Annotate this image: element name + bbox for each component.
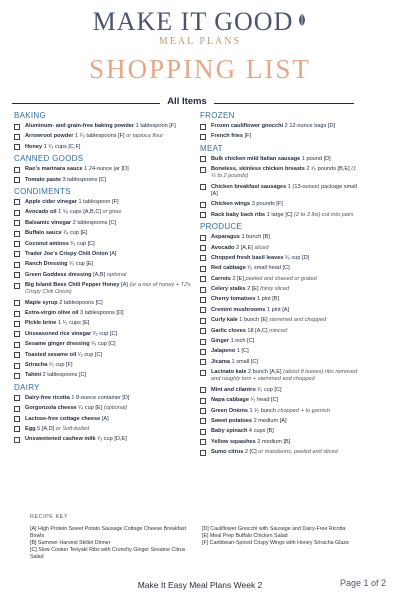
item-checkbox[interactable] — [200, 184, 206, 190]
item-quantity: 1 small [C] — [229, 358, 258, 365]
item-note: peeled and shaved or grated — [243, 275, 317, 282]
list-item — [200, 212, 360, 219]
item-name: Baby spinach — [211, 428, 248, 435]
item-name: Sesame ginger dressing — [25, 341, 90, 348]
right-column — [200, 108, 360, 460]
item-name: Tomato paste — [25, 176, 61, 183]
item-quantity: 18 [A,C] — [245, 327, 268, 334]
list-item — [200, 184, 360, 198]
item-name: Egg — [25, 425, 36, 432]
item-quantity: 2 medium [B] — [255, 438, 291, 445]
item-name: Tahini — [25, 372, 42, 379]
item-checkbox[interactable] — [200, 339, 206, 345]
item-quantity: 2 12-ounce bags [D] — [283, 123, 336, 129]
item-checkbox[interactable] — [200, 167, 206, 173]
section-heading: PRODUCE — [200, 222, 243, 232]
item-quantity: 2 medium [A] — [252, 417, 287, 424]
item-quantity: 2 tablespoons [C] — [41, 372, 87, 379]
list-item — [200, 296, 360, 303]
item-note: optional — [105, 271, 127, 278]
item-name: Red cabbage — [211, 265, 246, 272]
recipe-key-entry: [D] Cauliflower Gnocchi with Sausage and Dairy-Free Ricotta — [202, 526, 346, 532]
list-item — [14, 405, 194, 412]
item-quantity: 1 tablespoon [F] — [134, 123, 176, 129]
item-checkbox[interactable] — [14, 300, 20, 306]
item-quantity: ¹⁄₄ cup [E] — [61, 230, 88, 237]
recipe-key — [30, 514, 370, 566]
item-name: Apple cider vinegar — [25, 198, 77, 205]
item-checkbox[interactable] — [200, 156, 206, 162]
item-checkbox[interactable] — [200, 287, 206, 293]
item-quantity: 1 bunch [B] — [239, 234, 270, 241]
item-quantity: 1 pound [D] — [300, 155, 331, 162]
left-column — [14, 108, 194, 447]
item-quantity: 1 8-ounce container [D] — [69, 394, 130, 401]
item-checkbox[interactable] — [14, 124, 20, 130]
item-quantity: 2 [C] — [243, 449, 257, 456]
all-items-label: All Items — [167, 96, 207, 107]
item-checkbox[interactable] — [200, 439, 206, 445]
recipe-key-column-a — [30, 526, 190, 561]
item-quantity: [F] — [243, 133, 252, 140]
list-item — [14, 209, 194, 216]
item-checkbox[interactable] — [200, 134, 206, 140]
item-quantity: ¹⁄₄ cup [E] — [76, 405, 103, 412]
item-note: (about 8 leaves) ribs removed and roughly torn + stemmed and chopped — [211, 369, 358, 383]
list-item — [200, 286, 360, 293]
item-quantity: ¹⁄₂ head [C] — [248, 397, 279, 404]
item-quantity: [A] — [119, 282, 128, 289]
list-item — [14, 310, 194, 317]
list-item — [200, 418, 360, 425]
item-name: Garlic cloves — [211, 327, 246, 334]
item-checkbox[interactable] — [14, 426, 20, 432]
item-quantity: ¹⁄₂ cup [C] — [91, 330, 118, 337]
item-checkbox[interactable] — [14, 373, 20, 379]
item-checkbox[interactable] — [200, 318, 206, 324]
item-name: Boneless, skinless chicken breasts — [211, 166, 305, 173]
item-quantity: 1 ¹⁄₃ cups [C,F] — [42, 143, 81, 150]
item-checkbox[interactable] — [14, 144, 20, 150]
recipe-key-entry: [A] High Protein Sweet Potato Sausage Cottage Cheese Breakfast Bowls — [30, 526, 187, 539]
leaf-icon — [297, 13, 307, 27]
item-name: Ginger — [211, 338, 230, 345]
item-quantity: 2 tablespoons [C] — [57, 299, 103, 306]
item-name: Buffalo sauce — [25, 230, 62, 237]
item-note: (1 ½ to 2 pounds) — [211, 166, 357, 180]
item-name: Arrowroot powder — [25, 133, 74, 140]
item-checkbox[interactable] — [200, 307, 206, 313]
list-item — [14, 331, 194, 338]
list-item — [14, 395, 194, 402]
item-checkbox[interactable] — [14, 241, 20, 247]
item-checkbox[interactable] — [200, 450, 206, 456]
item-quantity: ¹⁄₃ cup [D,E] — [95, 436, 127, 443]
item-checkbox[interactable] — [14, 199, 20, 205]
item-note: sliced — [252, 244, 269, 251]
item-name: Maple syrup — [25, 299, 58, 306]
list-item — [200, 276, 360, 283]
list-item — [200, 166, 360, 180]
item-checkbox[interactable] — [14, 177, 20, 183]
item-note: (or a mix of honey + TJ's Crispy Chili Onion) — [25, 282, 191, 296]
list-item — [14, 230, 194, 237]
list-item — [14, 199, 194, 206]
recipe-key-entry: [F] Caribbean-Spiced Crispy Wings with Honey Sriracha Glaze — [202, 540, 349, 546]
list-item — [14, 241, 194, 248]
item-checkbox[interactable] — [200, 429, 206, 435]
item-name: Jicama — [211, 358, 230, 365]
item-quantity: 1 ¹⁄₂ cups [E] — [56, 320, 90, 327]
item-name: Bulk chicken mild Italian sausage — [211, 155, 301, 162]
item-quantity: [A,B] — [91, 271, 106, 278]
item-quantity: 1 [C] — [235, 348, 249, 355]
item-name: Honey — [25, 143, 43, 150]
item-checkbox[interactable] — [200, 245, 206, 251]
item-checkbox[interactable] — [14, 416, 20, 422]
item-quantity: ¹⁄₃ cup [C] — [76, 351, 103, 358]
item-note: or Soft-boiled — [54, 425, 90, 432]
list-item — [14, 426, 194, 433]
list-item — [14, 272, 194, 279]
item-name: Lactose-free cottage cheese — [25, 415, 101, 422]
list-item — [200, 387, 360, 394]
section-heading: MEAT — [200, 143, 223, 153]
item-name: Cherry tomatoes — [211, 296, 256, 303]
list-item — [200, 307, 360, 314]
list-item — [200, 408, 360, 415]
item-quantity: 1 large [C] — [265, 211, 293, 218]
item-quantity: 1 bunch [E] — [237, 317, 268, 324]
item-checkbox[interactable] — [14, 395, 20, 401]
item-name: Carrots — [211, 275, 231, 282]
item-checkbox[interactable] — [14, 363, 20, 369]
item-quantity: 1 pint [A] — [265, 306, 290, 313]
list-item — [200, 348, 360, 355]
list-item — [200, 201, 360, 208]
item-checkbox[interactable] — [14, 342, 20, 348]
item-quantity: 1 (13-ounce) package small [A] — [211, 183, 357, 197]
list-item — [200, 428, 360, 435]
item-name: Gorgonzola cheese — [25, 405, 77, 412]
item-name: Unseasoned rice vinegar — [25, 330, 92, 337]
item-checkbox[interactable] — [14, 437, 20, 443]
item-quantity: 2 tablespoons [C] — [71, 219, 117, 226]
list-item — [200, 255, 360, 262]
item-name: Chicken breakfast sausages — [211, 183, 287, 190]
item-note: (optional) — [102, 405, 128, 412]
item-quantity: 4 cups [B] — [247, 428, 274, 435]
item-name: Green Goddess dressing — [25, 271, 92, 278]
footer-title: Make It Easy Meal Plans Week 2 — [137, 580, 263, 590]
divider-line-right — [214, 103, 354, 104]
item-name: Balsamic vinegar — [25, 219, 72, 226]
item-name: Asparagus — [211, 234, 240, 241]
list-item — [14, 320, 194, 327]
item-checkbox[interactable] — [14, 210, 20, 216]
item-note: or ghee — [100, 209, 122, 216]
list-item — [14, 133, 194, 140]
list-item — [14, 261, 194, 268]
item-quantity: 3 pounds [F] — [250, 201, 283, 208]
item-name: Big Island Bees Chili Pepper Honey — [25, 282, 120, 289]
list-item — [14, 362, 194, 369]
item-checkbox[interactable] — [200, 255, 206, 261]
item-name: Lacinato kale — [211, 369, 247, 376]
item-quantity: 2 [E] — [245, 286, 259, 293]
item-name: Green Onions — [211, 407, 248, 414]
item-note: or mandarins, peeled and sliced — [256, 449, 338, 456]
item-quantity: 1 pint [B] — [255, 296, 280, 303]
item-checkbox[interactable] — [14, 231, 20, 237]
brand-subtitle: MEAL PLANS — [158, 36, 242, 47]
item-name: Avocado — [211, 244, 235, 251]
item-quantity: 1 ⁵⁄₈ cups [A,B,C] — [56, 209, 101, 216]
item-quantity: ²⁄₃ cup [C] — [68, 240, 95, 247]
item-quantity: [A] — [108, 250, 117, 257]
list-item — [14, 144, 194, 151]
item-checkbox[interactable] — [200, 297, 206, 303]
list-item — [14, 123, 194, 130]
item-name: Frozen cauliflower gnocchi — [211, 123, 284, 129]
item-checkbox[interactable] — [200, 370, 206, 376]
item-quantity: 2 [E] — [230, 275, 244, 282]
item-checkbox[interactable] — [200, 408, 206, 414]
item-name: Ranch Dressing — [25, 261, 68, 268]
list-item — [200, 328, 360, 335]
item-name: Trader Joe's Crispy Chili Onion — [25, 250, 109, 257]
item-name: Rack baby back ribs — [211, 211, 266, 218]
item-note: stemmed and chopped — [267, 317, 327, 324]
item-name: Curly kale — [211, 317, 238, 324]
item-quantity: ¹⁄₂ cup [C] — [255, 386, 282, 393]
item-checkbox[interactable] — [14, 167, 20, 173]
list-item — [200, 397, 360, 404]
item-quantity: 2 bunch [A,E] — [246, 369, 282, 376]
recipe-key-title: RECIPE KEY — [30, 514, 69, 520]
list-item — [14, 251, 194, 258]
item-name: Sumo citrus — [211, 449, 244, 456]
item-quantity: ¹⁄₃ cup [E] — [67, 261, 94, 268]
list-item — [200, 265, 360, 272]
item-name: Yellow squashes — [211, 438, 256, 445]
item-checkbox[interactable] — [200, 124, 206, 130]
item-name: Chicken wings — [211, 201, 251, 208]
item-name: Avocado oil — [25, 209, 57, 216]
list-item — [14, 436, 194, 443]
item-name: Mint and cilantro — [211, 386, 256, 393]
list-item — [200, 156, 360, 163]
item-name: Celery stalks — [211, 286, 246, 293]
list-item — [200, 369, 360, 383]
item-checkbox[interactable] — [14, 321, 20, 327]
section-heading: DAIRY — [14, 382, 40, 392]
item-quantity: 2 [A,E] — [234, 244, 253, 251]
list-item — [200, 133, 360, 140]
item-quantity: 1 ¹⁄₂ bunch — [248, 407, 276, 414]
brand-header — [0, 8, 400, 48]
item-quantity: 1 ¹⁄₃ tablespoons [F] — [73, 133, 125, 140]
item-checkbox[interactable] — [14, 352, 20, 358]
list-item — [14, 416, 194, 423]
item-note: or tapioca flour — [124, 133, 164, 140]
list-item — [14, 282, 194, 296]
item-checkbox[interactable] — [200, 266, 206, 272]
item-name: Unsweetened cashew milk — [25, 436, 96, 443]
list-item — [14, 300, 194, 307]
item-checkbox[interactable] — [14, 331, 20, 337]
item-quantity: 2 ¹⁄₂ pounds [B,E] — [304, 166, 350, 173]
list-item — [200, 338, 360, 345]
item-note: chopped + to garnish — [275, 407, 330, 414]
item-quantity: 1 24-ounce jar [D] — [82, 166, 129, 173]
item-note: (2 to 3 lbs) cut into pairs — [292, 211, 354, 218]
recipe-key-entry: [C] Slow Cooker Teriyaki Ribs with Crunchy Ginger Sesame Citrus Salad — [30, 547, 186, 560]
item-checkbox[interactable] — [14, 220, 20, 226]
list-item — [14, 166, 194, 173]
item-quantity: 1 tablespoon [F] — [76, 198, 119, 205]
list-item — [200, 317, 360, 324]
item-name: Chopped fresh basil leaves — [211, 254, 284, 261]
item-quantity: ¹⁄₂ cup [F] — [47, 362, 73, 369]
item-checkbox[interactable] — [14, 283, 20, 289]
section-heading: CANNED GOODS — [14, 154, 84, 164]
item-name: Toasted sesame oil — [25, 351, 77, 358]
recipe-key-column-b — [202, 526, 362, 547]
divider-line-left — [12, 103, 160, 104]
item-quantity: [A] — [100, 415, 109, 422]
item-name: Extra-virgin olive oil — [25, 310, 79, 317]
list-item — [200, 123, 360, 130]
item-name: Napa cabbage — [211, 397, 249, 404]
item-name: Coconut aminos — [25, 240, 69, 247]
section-heading: CONDIMENTS — [14, 186, 71, 196]
list-item — [14, 220, 194, 227]
list-item — [200, 359, 360, 366]
item-name: Cremini mushrooms — [211, 306, 266, 313]
item-name: French fries — [211, 133, 244, 140]
item-checkbox[interactable] — [200, 359, 206, 365]
item-checkbox[interactable] — [200, 212, 206, 218]
item-name: Sweet potatoes — [211, 417, 253, 424]
item-note: thinly sliced — [258, 286, 290, 293]
item-quantity: ¹⁄₃ cup [C] — [89, 341, 116, 348]
page-number: Page 1 of 2 — [339, 578, 386, 588]
section-heading: BAKING — [14, 111, 47, 120]
item-checkbox[interactable] — [200, 276, 206, 282]
section-heading: FROZEN — [200, 111, 235, 120]
item-checkbox[interactable] — [14, 406, 20, 412]
list-item — [200, 234, 360, 241]
item-checkbox[interactable] — [14, 262, 20, 268]
recipe-key-entry: [B] Summer Harvest Skillet Dinner — [30, 540, 111, 546]
page-title: SHOPPING LIST — [89, 54, 311, 84]
item-name: Dairy-free ricotta — [25, 394, 70, 401]
list-item — [14, 341, 194, 348]
item-quantity: ¹⁄₂ small head [C] — [245, 265, 290, 272]
recipe-key-entry: [E] Meal Prep Buffalo Chicken Salad — [202, 533, 288, 539]
item-quantity: 3 tablespoons [C] — [60, 176, 107, 183]
item-checkbox[interactable] — [14, 272, 20, 278]
list-item — [14, 372, 194, 379]
item-note: minced — [267, 327, 288, 334]
list-item — [14, 177, 194, 184]
item-checkbox[interactable] — [200, 235, 206, 241]
item-checkbox[interactable] — [200, 398, 206, 404]
list-item — [14, 352, 194, 359]
item-name: Sriracha — [25, 362, 48, 369]
item-checkbox[interactable] — [200, 418, 206, 424]
item-checkbox[interactable] — [14, 134, 20, 140]
item-name: Pickle brine — [25, 320, 57, 327]
list-item — [200, 439, 360, 446]
item-checkbox[interactable] — [14, 251, 20, 257]
item-name: Jalapeno — [211, 348, 236, 355]
item-quantity: 1 inch [C] — [229, 338, 255, 345]
item-name: Rao's marinara sauce — [25, 166, 83, 173]
item-checkbox[interactable] — [200, 202, 206, 208]
item-quantity: ¹⁄₂ cup [D] — [283, 254, 310, 261]
item-checkbox[interactable] — [200, 328, 206, 334]
list-item — [200, 245, 360, 252]
item-checkbox[interactable] — [200, 387, 206, 393]
item-checkbox[interactable] — [200, 349, 206, 355]
item-quantity: 3 tablespoons [D] — [78, 310, 124, 317]
list-item — [200, 449, 360, 456]
item-checkbox[interactable] — [14, 311, 20, 317]
item-quantity: 5 [A,D] — [35, 425, 55, 432]
brand-title: MAKE IT GOOD — [0, 8, 400, 36]
item-name: Aluminum- and grain-free baking powder — [25, 123, 135, 129]
